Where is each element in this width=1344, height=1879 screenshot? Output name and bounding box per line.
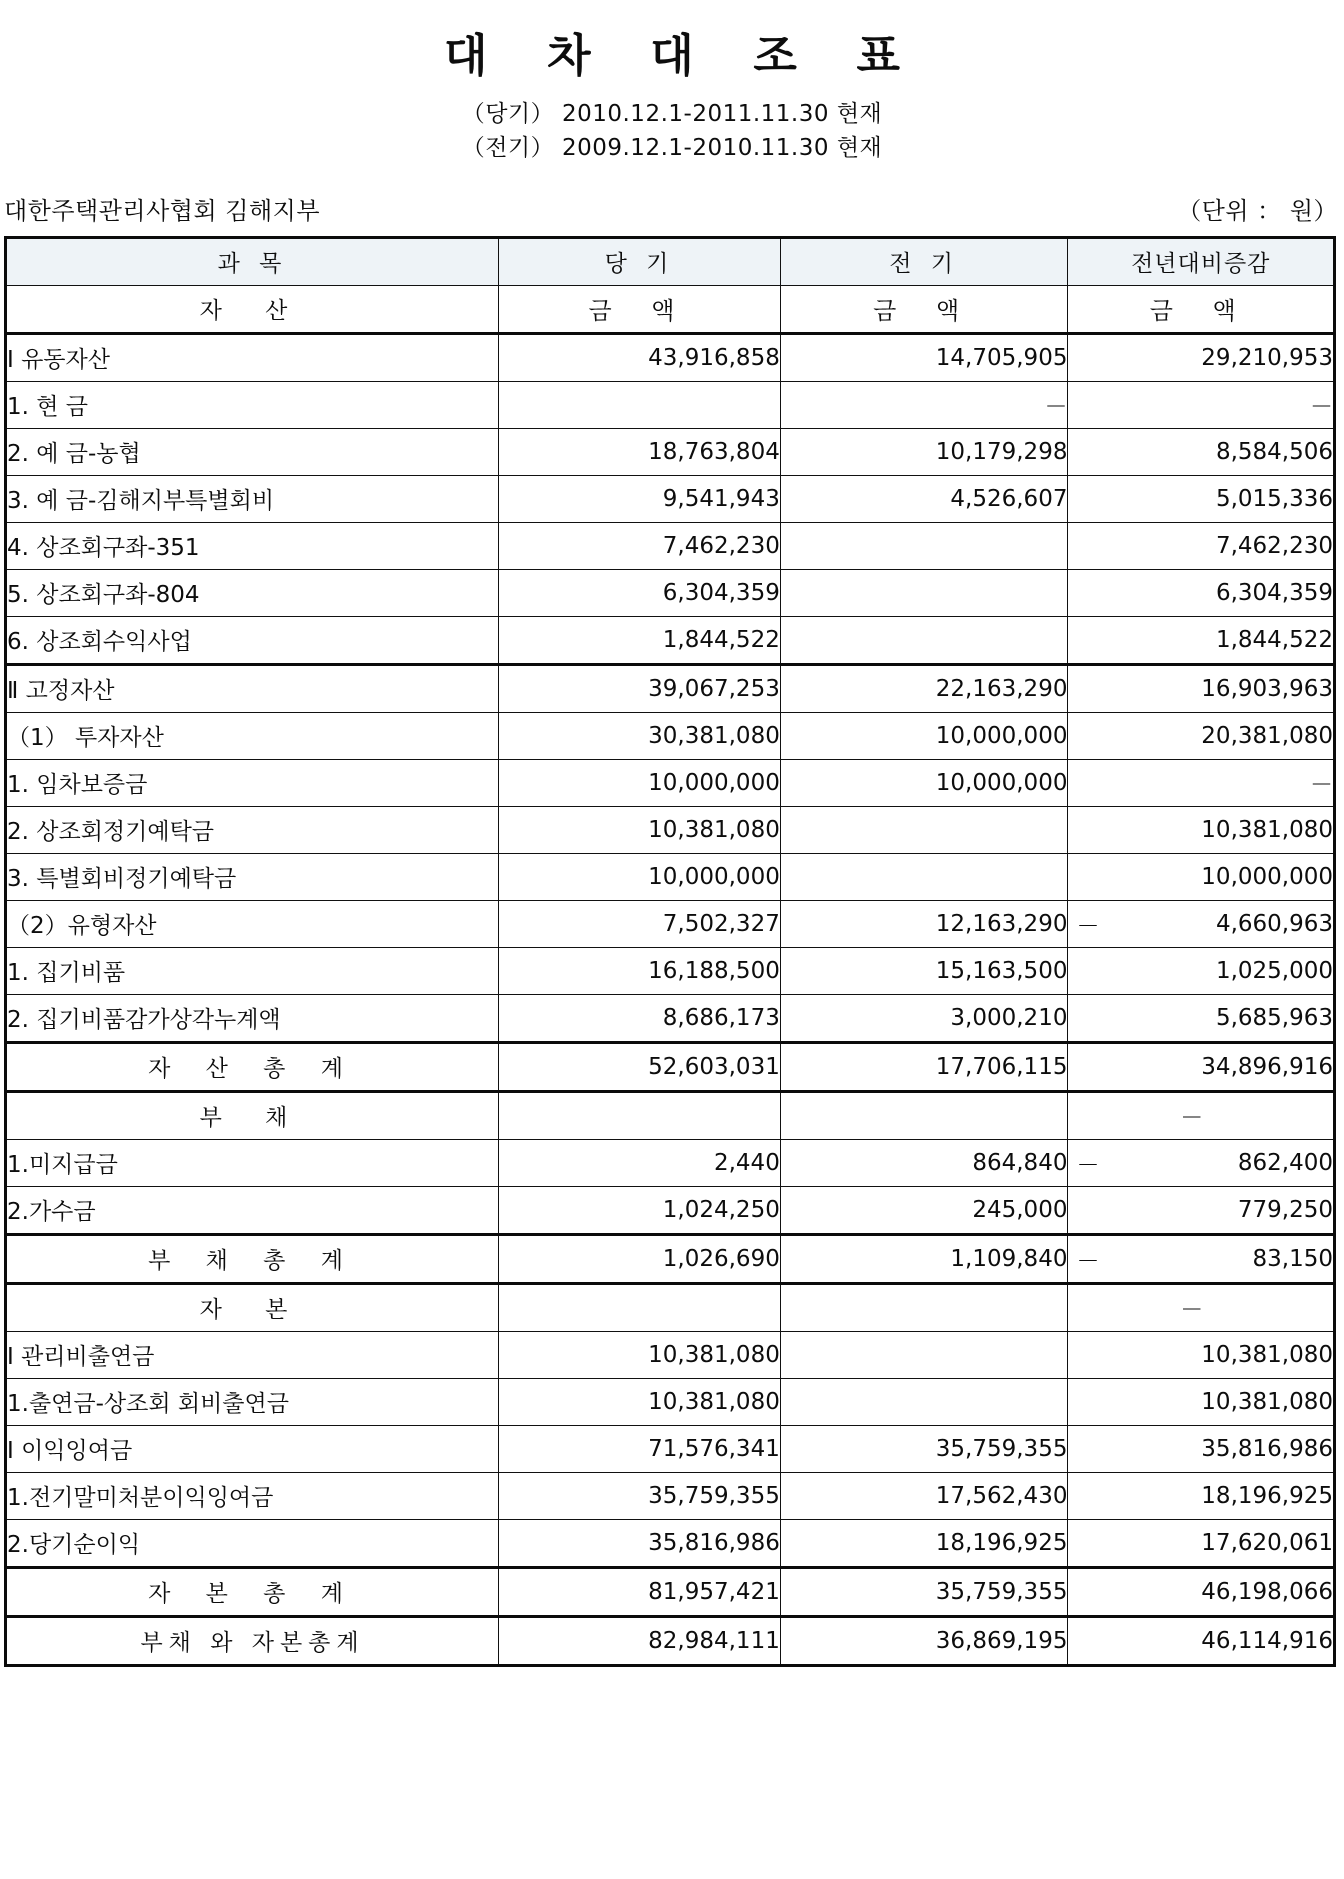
row-current: 2,440 <box>499 1139 781 1186</box>
row-current: 7,462,230 <box>499 522 781 569</box>
minus-icon: － <box>1076 913 1100 940</box>
table-row <box>6 900 1335 947</box>
row-diff: 1,025,000 <box>1068 947 1335 994</box>
row-diff: 29,210,953 <box>1068 333 1335 381</box>
row-account: 2.당기순이익 <box>6 1519 499 1567</box>
row-account: 3. 특별회비정기예탁금 <box>6 853 499 900</box>
header-previous: 전 기 <box>780 237 1068 285</box>
row-current: 9,541,943 <box>499 475 781 522</box>
row-previous: 245,000 <box>780 1186 1068 1234</box>
row-diff: 6,304,359 <box>1068 569 1335 616</box>
row-current: 39,067,253 <box>499 664 781 712</box>
row-current: 7,502,327 <box>499 900 781 947</box>
row-current: 30,381,080 <box>499 712 781 759</box>
row-previous <box>780 616 1068 664</box>
row-diff: 10,000,000 <box>1068 853 1335 900</box>
row-diff: 779,250 <box>1068 1186 1335 1234</box>
row-account: 1. 현 금 <box>6 381 499 428</box>
row-current: 10,381,080 <box>499 1331 781 1378</box>
row-diff: 862,400 <box>1237 1149 1333 1176</box>
row-account: 5. 상조회구좌-804 <box>6 569 499 616</box>
row-previous: 14,705,905 <box>780 333 1068 381</box>
row-previous: 10,179,298 <box>780 428 1068 475</box>
section-label-asset: 자 산 <box>6 285 499 333</box>
row-current: 43,916,858 <box>499 333 781 381</box>
row-account: 3. 예 금-김해지부특별회비 <box>6 475 499 522</box>
table-row <box>6 428 1335 475</box>
table-row <box>6 1519 1335 1567</box>
row-diff: 16,903,963 <box>1068 664 1335 712</box>
row-current: 10,000,000 <box>499 853 781 900</box>
section-amount-previous: 금 액 <box>780 285 1068 333</box>
row-previous <box>780 569 1068 616</box>
total-row-capital <box>6 1567 1335 1616</box>
section-row-liability <box>6 1091 1335 1139</box>
total-row-liability <box>6 1234 1335 1283</box>
row-diff-cell <box>1068 1139 1335 1186</box>
row-previous: 17,562,430 <box>780 1472 1068 1519</box>
section-label-liability: 부 채 <box>6 1091 499 1139</box>
total-liability-previous: 1,109,840 <box>780 1234 1068 1283</box>
section-capital-current <box>499 1283 781 1331</box>
row-account: Ⅰ 이익잉여금 <box>6 1425 499 1472</box>
total-asset-label: 자 산 총 계 <box>6 1042 499 1091</box>
row-previous: 864,840 <box>780 1139 1068 1186</box>
section-capital-previous <box>780 1283 1068 1331</box>
row-previous: 35,759,355 <box>780 1425 1068 1472</box>
table-row <box>6 1378 1335 1425</box>
row-diff: 17,620,061 <box>1068 1519 1335 1567</box>
row-current: 18,763,804 <box>499 428 781 475</box>
row-diff: 5,685,963 <box>1068 994 1335 1042</box>
header-current: 당 기 <box>499 237 781 285</box>
row-diff: 1,844,522 <box>1068 616 1335 664</box>
total-liability-capital-current: 82,984,111 <box>499 1616 781 1665</box>
table-row <box>6 1186 1335 1234</box>
row-diff: 4,660,963 <box>1215 910 1333 937</box>
row-diff: 10,381,080 <box>1068 1378 1335 1425</box>
table-row <box>6 853 1335 900</box>
row-current: 16,188,500 <box>499 947 781 994</box>
table-row <box>6 1425 1335 1472</box>
page-title: 대 차 대 조 표 <box>443 29 923 82</box>
table-row <box>6 994 1335 1042</box>
row-account: 1.출연금-상조회 회비출연금 <box>6 1378 499 1425</box>
table-row <box>6 712 1335 759</box>
row-account: （1） 투자자산 <box>6 712 499 759</box>
row-previous: 12,163,290 <box>780 900 1068 947</box>
table-row <box>6 947 1335 994</box>
row-current: 71,576,341 <box>499 1425 781 1472</box>
row-account: 6. 상조회수익사업 <box>6 616 499 664</box>
unit-note: （단위 ： 원） <box>1177 196 1338 225</box>
table-row <box>6 1139 1335 1186</box>
row-previous <box>780 806 1068 853</box>
row-account: Ⅰ 유동자산 <box>6 333 499 381</box>
row-previous <box>780 853 1068 900</box>
table-row <box>6 333 1335 381</box>
total-row-liability-capital <box>6 1616 1335 1665</box>
row-account: 2. 상조회정기예탁금 <box>6 806 499 853</box>
row-previous: 18,196,925 <box>780 1519 1068 1567</box>
row-current: 6,304,359 <box>499 569 781 616</box>
section-capital-diff: － <box>1068 1283 1335 1331</box>
row-diff: 10,381,080 <box>1068 806 1335 853</box>
total-capital-previous: 35,759,355 <box>780 1567 1068 1616</box>
total-capital-diff: 46,198,066 <box>1068 1567 1335 1616</box>
row-account: 2. 집기비품감가상각누계액 <box>6 994 499 1042</box>
total-liability-capital-diff: 46,114,916 <box>1068 1616 1335 1665</box>
row-current: 1,844,522 <box>499 616 781 664</box>
section-amount-current: 금 액 <box>499 285 781 333</box>
row-account: 1. 임차보증금 <box>6 759 499 806</box>
row-previous: 3,000,210 <box>780 994 1068 1042</box>
period-previous: （전기） 2009.12.1-2010.11.30 현재 <box>461 134 883 161</box>
total-liability-capital-label: 부채 와 자본총계 <box>6 1616 499 1665</box>
total-capital-label: 자 본 총 계 <box>6 1567 499 1616</box>
row-account: Ⅱ 고정자산 <box>6 664 499 712</box>
header-diff: 전년대비증감 <box>1068 237 1335 285</box>
row-account: （2）유형자산 <box>6 900 499 947</box>
section-row-asset <box>6 285 1335 333</box>
total-row-asset <box>6 1042 1335 1091</box>
total-liability-capital-previous: 36,869,195 <box>780 1616 1068 1665</box>
row-account: Ⅰ 관리비출연금 <box>6 1331 499 1378</box>
row-diff: － <box>1068 381 1335 428</box>
org-and-unit-row <box>0 191 1344 226</box>
section-amount-diff: 금 액 <box>1068 285 1335 333</box>
section-label-capital: 자 본 <box>6 1283 499 1331</box>
organization-name: 대한주택관리사협회 김해지부 <box>4 196 321 225</box>
total-capital-current: 81,957,421 <box>499 1567 781 1616</box>
table-row <box>6 616 1335 664</box>
row-diff-cell <box>1068 900 1335 947</box>
row-previous: 22,163,290 <box>780 664 1068 712</box>
total-asset-current: 52,603,031 <box>499 1042 781 1091</box>
table-row <box>6 1331 1335 1378</box>
row-current <box>499 381 781 428</box>
table-row <box>6 1472 1335 1519</box>
table-row <box>6 569 1335 616</box>
row-previous: － <box>780 381 1068 428</box>
row-previous <box>780 1331 1068 1378</box>
total-liability-diff-cell <box>1068 1234 1335 1283</box>
row-account: 1.전기말미처분이익잉여금 <box>6 1472 499 1519</box>
row-account: 1. 집기비품 <box>6 947 499 994</box>
row-diff: 35,816,986 <box>1068 1425 1335 1472</box>
row-diff: 10,381,080 <box>1068 1331 1335 1378</box>
row-account: 1.미지급금 <box>6 1139 499 1186</box>
total-asset-previous: 17,706,115 <box>780 1042 1068 1091</box>
row-current: 1,024,250 <box>499 1186 781 1234</box>
section-liability-previous <box>780 1091 1068 1139</box>
balance-sheet-table <box>4 236 1336 1667</box>
total-asset-diff: 34,896,916 <box>1068 1042 1335 1091</box>
total-liability-diff: 83,150 <box>1252 1245 1333 1272</box>
row-previous: 15,163,500 <box>780 947 1068 994</box>
section-row-capital <box>6 1283 1335 1331</box>
row-previous <box>780 522 1068 569</box>
table-row <box>6 759 1335 806</box>
section-liability-diff: － <box>1068 1091 1335 1139</box>
row-account: 2. 예 금-농협 <box>6 428 499 475</box>
row-previous <box>780 1378 1068 1425</box>
header-account: 과 목 <box>6 237 499 285</box>
row-previous: 4,526,607 <box>780 475 1068 522</box>
minus-icon: － <box>1076 1152 1100 1179</box>
row-current: 10,381,080 <box>499 1378 781 1425</box>
row-diff: 5,015,336 <box>1068 475 1335 522</box>
row-diff: 18,196,925 <box>1068 1472 1335 1519</box>
row-account: 4. 상조회구좌-351 <box>6 522 499 569</box>
period-current: （당기） 2010.12.1-2011.11.30 현재 <box>461 101 883 128</box>
row-current: 10,381,080 <box>499 806 781 853</box>
minus-icon: － <box>1076 1248 1100 1275</box>
table-row <box>6 806 1335 853</box>
section-liability-current <box>499 1091 781 1139</box>
row-diff: 8,584,506 <box>1068 428 1335 475</box>
row-diff: 20,381,080 <box>1068 712 1335 759</box>
row-previous: 10,000,000 <box>780 712 1068 759</box>
row-current: 35,759,355 <box>499 1472 781 1519</box>
row-diff: － <box>1068 759 1335 806</box>
period-block <box>0 98 1344 165</box>
row-previous: 10,000,000 <box>780 759 1068 806</box>
row-current: 35,816,986 <box>499 1519 781 1567</box>
row-diff: 7,462,230 <box>1068 522 1335 569</box>
row-current: 10,000,000 <box>499 759 781 806</box>
table-row <box>6 381 1335 428</box>
row-account: 2.가수금 <box>6 1186 499 1234</box>
total-liability-current: 1,026,690 <box>499 1234 781 1283</box>
table-header-row <box>6 237 1335 285</box>
table-row <box>6 664 1335 712</box>
total-liability-label: 부 채 총 계 <box>6 1234 499 1283</box>
row-current: 8,686,173 <box>499 994 781 1042</box>
table-row <box>6 522 1335 569</box>
table-row <box>6 475 1335 522</box>
